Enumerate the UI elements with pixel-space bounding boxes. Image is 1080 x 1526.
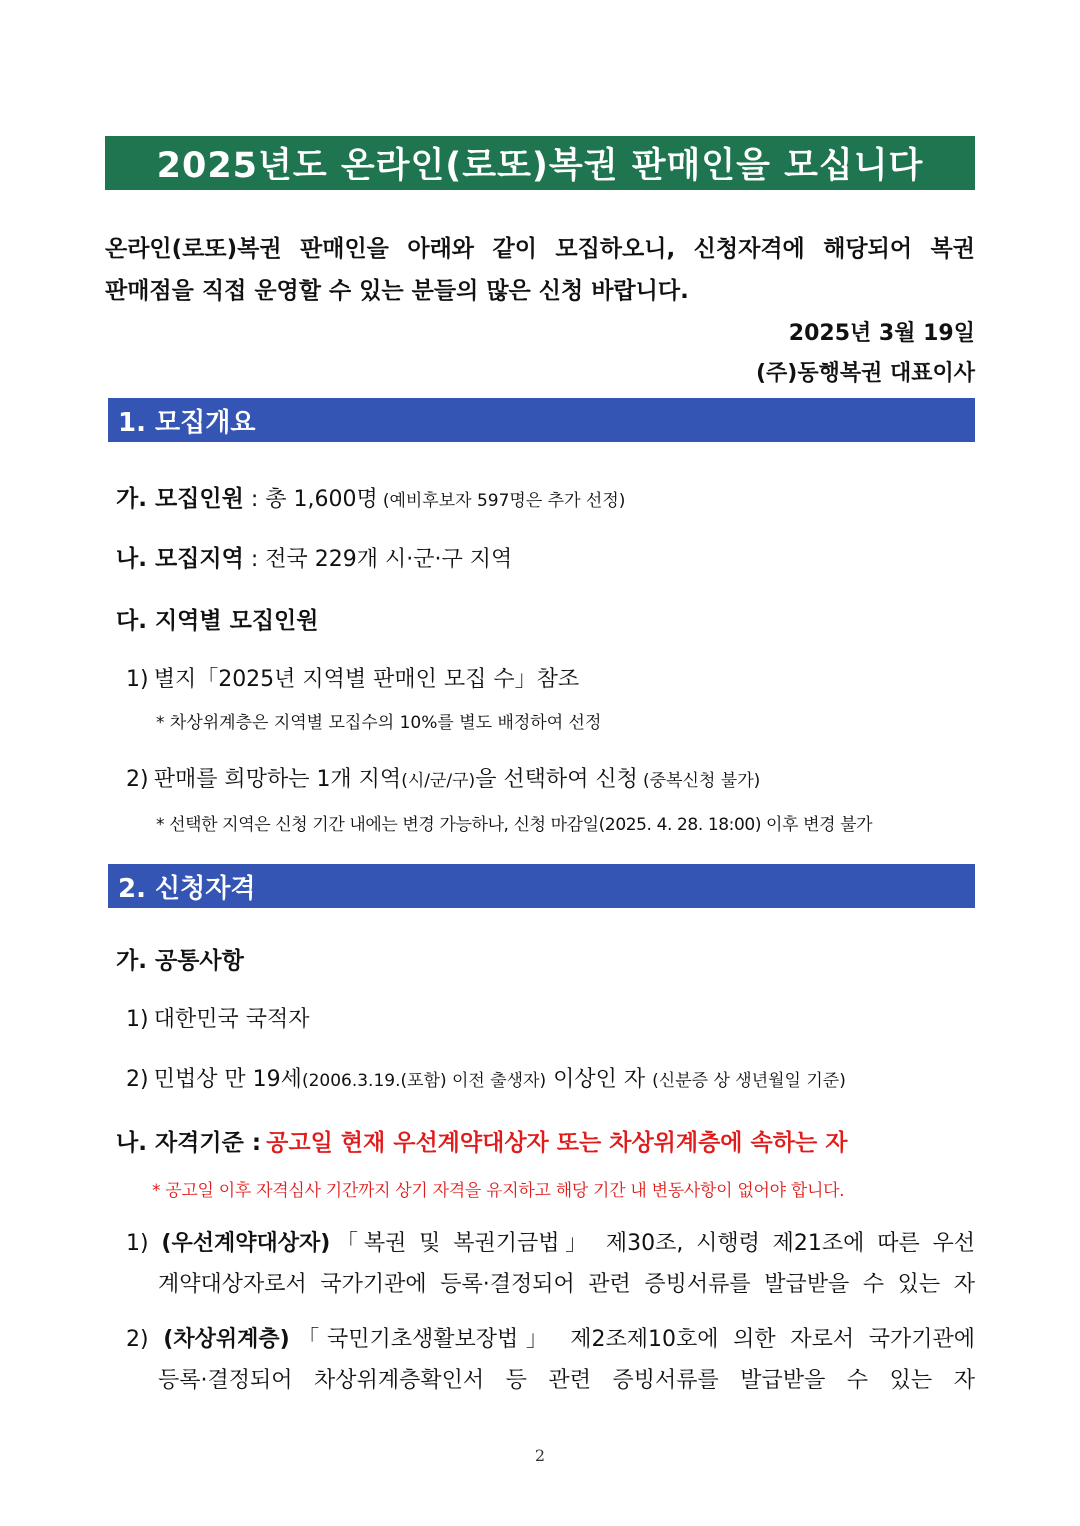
common-item-2-text-d: (신분증 상 생년월일 기준) (652, 1071, 846, 1091)
recruit-count-row (116, 480, 625, 513)
notice-date: 2025년 3월 19일 (788, 321, 975, 346)
intro-line-1: 온라인(로또)복권 판매인을 아래와 같이 모집하오니, 신청자격에 해당되어 복권 (105, 236, 975, 262)
section-2-title: 2. 신청자격 (118, 873, 256, 904)
regional-item-1-note: * 차상위계층은 지역별 모집수의 10%를 별도 배정하여 선정 (156, 713, 602, 733)
common-requirements-label: 가. 공통사항 (116, 948, 244, 974)
qualification-item-1-text-1: 「복권 및 복권기금법」 제30조, 시행령 제21조에 따른 우선 (330, 1231, 975, 1256)
qualification-item-2-bold: (차상위계층) (163, 1327, 290, 1352)
qualification-label: 나. 자격기준 : (116, 1130, 262, 1156)
intro-line-2: 판매점을 직접 운영할 수 있는 분들의 많은 신청 바랍니다. (105, 278, 689, 304)
page-number: 2 (534, 1446, 546, 1465)
qualification-item-2 (126, 1322, 975, 1394)
recruit-count-note: (예비후보자 597명은 추가 선정) (382, 491, 626, 511)
common-item-1-num: 1) (126, 1007, 149, 1032)
qualification-item-1-line-1 (126, 1226, 975, 1257)
section-1-heading (108, 398, 975, 442)
qualification-item-1-line-2: 계약대상자로서 국가기관에 등록·결정되어 관련 증빙서류를 발급받을 수 있는 자 (158, 1272, 975, 1297)
qualification-item-2-num: 2) (126, 1327, 149, 1352)
regional-item-2-text-d: (중복신청 불가) (643, 771, 761, 791)
recruit-region-value: 전국 229개 시·군·구 지역 (265, 547, 513, 572)
common-item-2 (126, 1062, 846, 1093)
recruit-region-row (116, 540, 512, 573)
title-banner (105, 136, 975, 190)
notice-signer: (주)동행복권 대표이사 (755, 361, 975, 386)
section-1-title: 1. 모집개요 (118, 407, 256, 438)
regional-item-1 (126, 662, 579, 693)
qualification-value: 공고일 현재 우선계약대상자 또는 차상위계층에 속하는 자 (266, 1130, 848, 1156)
common-item-2-text-c: 이상인 자 (546, 1067, 653, 1092)
recruit-region-label: 나. 모집지역 (116, 546, 244, 572)
qualification-item-2-line-2: 등록·결정되어 차상위계층확인서 등 관련 증빙서류를 발급받을 수 있는 자 (158, 1368, 975, 1393)
qualification-item-1-bold: (우선계약대상자) (161, 1231, 331, 1256)
qualification-item-2-line-1 (126, 1322, 975, 1353)
regional-item-2-note: * 선택한 지역은 신청 기간 내에는 변경 가능하나, 신청 마감일(2025. 4. 28. 18:00) 이후 변경 불가 (156, 815, 873, 835)
regional-item-1-text: 별지「2025년 지역별 판매인 모집 수」참조 (153, 667, 580, 692)
section-2-heading (108, 864, 975, 908)
recruit-count-value: 총 1,600명 (265, 487, 378, 512)
recruit-region-sep: : (243, 547, 266, 572)
common-item-2-text-b: (2006.3.19.(포함) 이전 출생자) (301, 1071, 547, 1091)
regional-item-2-text-b: (시/군/구) (401, 771, 476, 791)
page-title: 2025년도 온라인(로또)복권 판매인을 모십니다 (156, 146, 924, 186)
common-item-2-num: 2) (126, 1067, 149, 1092)
qualification-item-2-text-1: 「국민기초생활보장법」 제2조제10호에 의한 자로서 국가기관에 (289, 1327, 976, 1352)
qualification-item-1-num: 1) (126, 1231, 149, 1256)
common-item-1 (126, 1002, 309, 1033)
qualification-row (116, 1124, 847, 1157)
recruit-count-sep: : (243, 487, 266, 512)
regional-recruit-label: 다. 지역별 모집인원 (116, 608, 319, 634)
qualification-note: * 공고일 이후 자격심사 기간까지 상기 자격을 유지하고 해당 기간 내 변동사항이 없어야 합니다. (152, 1181, 845, 1201)
common-item-2-text-a: 민법상 만 19세 (153, 1067, 302, 1092)
regional-item-2-text-a: 판매를 희망하는 1개 지역 (153, 767, 402, 792)
common-item-1-text: 대한민국 국적자 (153, 1007, 310, 1032)
regional-item-2-text-c: 을 선택하여 신청 (475, 767, 638, 792)
recruit-count-label: 가. 모집인원 (116, 486, 244, 512)
regional-item-2 (126, 762, 760, 793)
regional-item-1-num: 1) (126, 667, 149, 692)
qualification-item-1 (126, 1226, 975, 1298)
regional-item-2-num: 2) (126, 767, 149, 792)
